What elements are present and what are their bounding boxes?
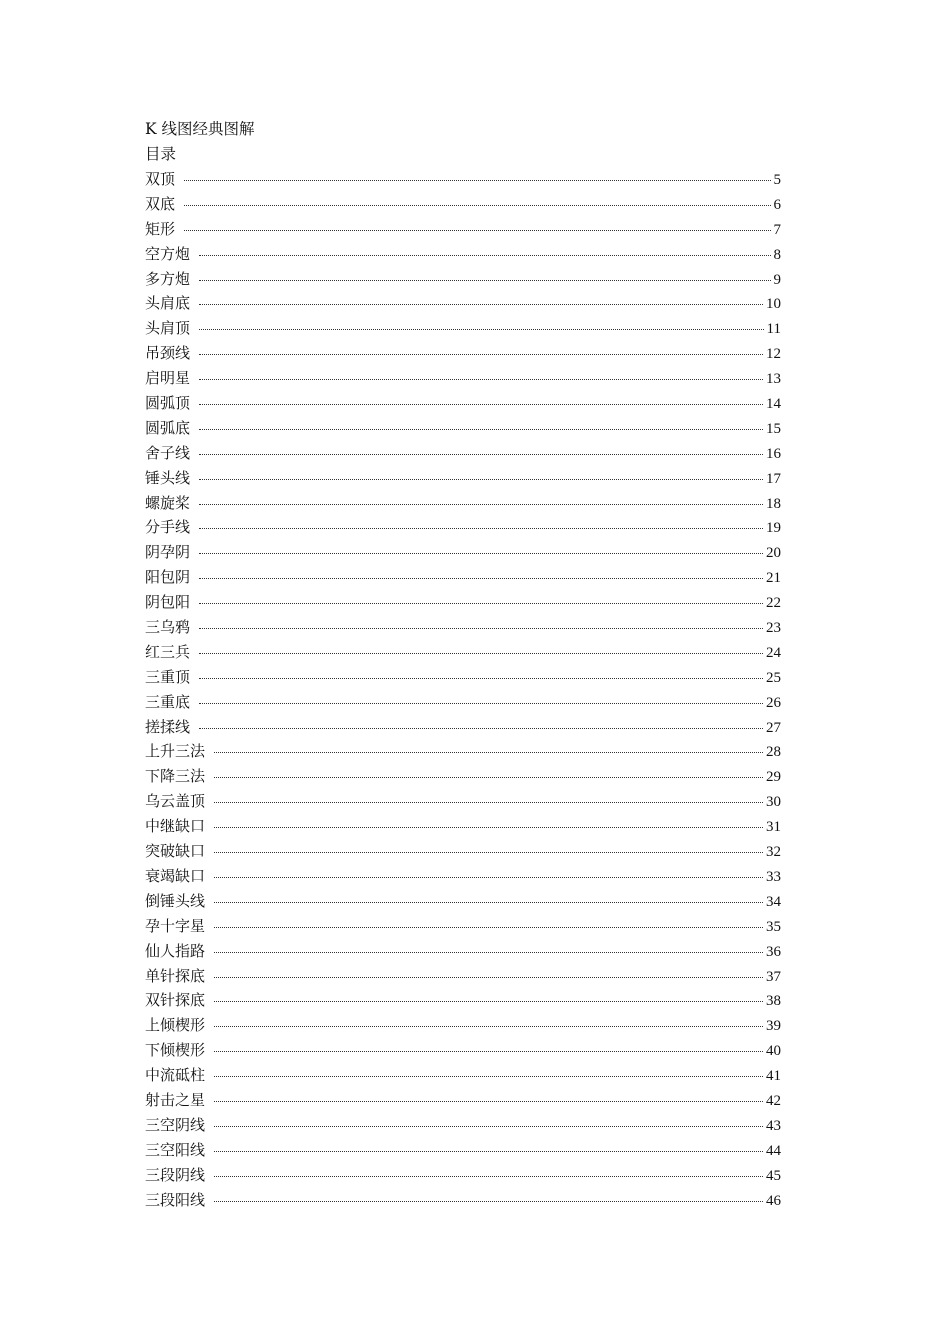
toc-dot-leader bbox=[199, 428, 763, 430]
toc-dot-leader bbox=[214, 1025, 763, 1027]
toc-page-number: 38 bbox=[766, 993, 781, 1010]
toc-entry-label: 双顶 bbox=[145, 170, 176, 188]
toc-entry[interactable] bbox=[145, 565, 781, 590]
toc-page-number: 18 bbox=[766, 495, 781, 512]
toc-dot-leader bbox=[199, 378, 763, 380]
toc-entry[interactable] bbox=[145, 391, 781, 416]
toc-page-number: 10 bbox=[766, 296, 781, 313]
toc-entry-label: 三空阴线 bbox=[145, 1115, 206, 1134]
toc-page-number: 36 bbox=[766, 943, 781, 960]
toc-entry[interactable] bbox=[145, 416, 781, 441]
toc-entry[interactable] bbox=[145, 739, 781, 764]
toc-dot-leader bbox=[199, 527, 763, 529]
toc-entry[interactable] bbox=[145, 789, 781, 814]
toc-entry[interactable] bbox=[145, 466, 781, 491]
toc-entry-label: 螺旋桨 bbox=[145, 493, 191, 512]
toc-dot-leader bbox=[199, 677, 763, 679]
toc-entry-label: 三重顶 bbox=[145, 667, 191, 686]
toc-dot-leader bbox=[214, 976, 763, 978]
toc-dot-leader bbox=[199, 577, 763, 579]
toc-entry[interactable] bbox=[145, 964, 781, 989]
toc-entry[interactable] bbox=[145, 1188, 781, 1213]
toc-entry-label: 三段阴线 bbox=[145, 1165, 206, 1184]
toc-entry-label: 搓揉线 bbox=[145, 717, 191, 736]
toc-page-number: 21 bbox=[766, 570, 781, 587]
toc-page-number: 30 bbox=[766, 794, 781, 811]
toc-page-number: 14 bbox=[766, 396, 781, 413]
toc-dot-leader bbox=[199, 552, 763, 554]
toc-entry-label: 启明星 bbox=[145, 369, 191, 388]
toc-page-number: 15 bbox=[766, 420, 781, 437]
toc-entry[interactable] bbox=[145, 1038, 781, 1063]
toc-page-number: 23 bbox=[766, 620, 781, 637]
toc-entry[interactable] bbox=[145, 515, 781, 540]
toc-entry-label: 双底 bbox=[145, 194, 176, 213]
toc-dot-leader bbox=[199, 279, 770, 281]
toc-page-number: 31 bbox=[766, 819, 781, 836]
toc-entry[interactable] bbox=[145, 341, 781, 366]
toc-dot-leader bbox=[214, 1000, 763, 1002]
toc-entry-label: 分手线 bbox=[145, 518, 191, 537]
toc-entry-label: 双针探底 bbox=[145, 991, 206, 1010]
toc-page-number: 25 bbox=[766, 669, 781, 686]
toc-dot-leader bbox=[184, 229, 770, 231]
toc-entry-label: 下倾楔形 bbox=[145, 1041, 206, 1060]
toc-dot-leader bbox=[214, 901, 763, 903]
toc-page-number: 27 bbox=[766, 719, 781, 736]
toc-entry-label: 吊颈线 bbox=[145, 344, 191, 363]
toc-page-number: 41 bbox=[766, 1068, 781, 1085]
toc-page-number: 35 bbox=[766, 918, 781, 935]
toc-entry[interactable] bbox=[145, 939, 781, 964]
toc-entry[interactable] bbox=[145, 291, 781, 316]
toc-dot-leader bbox=[214, 1100, 763, 1102]
toc-entry-label: 空方炮 bbox=[145, 244, 191, 263]
toc-dot-leader bbox=[199, 328, 764, 330]
toc-entry-label: 上倾楔形 bbox=[145, 1016, 206, 1035]
toc-page-number: 29 bbox=[766, 769, 781, 786]
toc-entry[interactable] bbox=[145, 988, 781, 1013]
toc-page-number: 8 bbox=[773, 246, 781, 263]
toc-dot-leader bbox=[199, 353, 763, 355]
toc-entry[interactable] bbox=[145, 1088, 781, 1113]
toc-entry[interactable] bbox=[145, 540, 781, 565]
toc-page-number: 20 bbox=[766, 545, 781, 562]
toc-entry-label: 单针探底 bbox=[145, 966, 206, 985]
toc-entry[interactable] bbox=[145, 615, 781, 640]
document-page bbox=[145, 117, 781, 1212]
toc-entry[interactable] bbox=[145, 889, 781, 914]
toc-entry[interactable] bbox=[145, 491, 781, 516]
toc-dot-leader bbox=[214, 1050, 763, 1052]
toc-entry[interactable] bbox=[145, 441, 781, 466]
toc-heading: 目录 bbox=[145, 145, 177, 163]
toc-entry[interactable] bbox=[145, 764, 781, 789]
toc-page-number: 5 bbox=[773, 172, 781, 188]
toc-entry-label: 仙人指路 bbox=[145, 941, 206, 960]
toc-dot-leader bbox=[199, 478, 763, 480]
toc-page-number: 39 bbox=[766, 1018, 781, 1035]
toc-entry-label: 三段阳线 bbox=[145, 1190, 206, 1209]
toc-entry[interactable] bbox=[145, 242, 781, 267]
toc-entry-label: 阴包阳 bbox=[145, 593, 191, 612]
toc-entry-label: 孕十字星 bbox=[145, 916, 206, 935]
toc-dot-leader bbox=[184, 179, 770, 181]
toc-entry[interactable] bbox=[145, 316, 781, 341]
document-title: K 线图经典图解 bbox=[145, 120, 255, 138]
toc-entry[interactable] bbox=[145, 217, 781, 242]
toc-entry-label: 射击之星 bbox=[145, 1090, 206, 1109]
toc-entry[interactable] bbox=[145, 1163, 781, 1188]
toc-page-number: 34 bbox=[766, 893, 781, 910]
toc-entry[interactable] bbox=[145, 839, 781, 864]
toc-page-number: 44 bbox=[766, 1142, 781, 1159]
toc-dot-leader bbox=[214, 876, 763, 878]
toc-dot-leader bbox=[214, 1075, 763, 1077]
toc-page-number: 24 bbox=[766, 644, 781, 661]
toc-page-number: 32 bbox=[766, 844, 781, 861]
toc-dot-leader bbox=[199, 303, 763, 305]
toc-entry-label: 上升三法 bbox=[145, 742, 206, 761]
toc-entry-label: 乌云盖顶 bbox=[145, 792, 206, 811]
toc-dot-leader bbox=[199, 254, 770, 256]
toc-dot-leader bbox=[214, 826, 763, 828]
toc-page-number: 46 bbox=[766, 1192, 781, 1209]
toc-entry[interactable] bbox=[145, 665, 781, 690]
toc-entry-label: 阴孕阴 bbox=[145, 543, 191, 562]
toc-dot-leader bbox=[199, 403, 763, 405]
toc-dot-leader bbox=[184, 204, 770, 206]
toc-page-number: 7 bbox=[773, 221, 781, 238]
toc-entry[interactable] bbox=[145, 715, 781, 740]
toc-entry[interactable] bbox=[145, 690, 781, 715]
toc-dot-leader bbox=[199, 453, 763, 455]
toc-entry[interactable] bbox=[145, 864, 781, 889]
toc-page-number: 45 bbox=[766, 1167, 781, 1184]
toc-entry[interactable] bbox=[145, 167, 781, 192]
toc-entry[interactable] bbox=[145, 1013, 781, 1038]
toc-page-number: 6 bbox=[773, 196, 781, 213]
toc-page-number: 28 bbox=[766, 744, 781, 761]
toc-entry-label: 中继缺口 bbox=[145, 817, 206, 836]
toc-dot-leader bbox=[199, 627, 763, 629]
toc-page-number: 19 bbox=[766, 520, 781, 537]
toc-entry-label: 突破缺口 bbox=[145, 842, 206, 861]
toc-entry-label: 三重底 bbox=[145, 692, 191, 711]
toc-entry-label: 多方炮 bbox=[145, 269, 191, 288]
toc-entry-label: 衰竭缺口 bbox=[145, 866, 206, 885]
toc-entry[interactable] bbox=[145, 1138, 781, 1163]
toc-page-number: 16 bbox=[766, 445, 781, 462]
toc-dot-leader bbox=[214, 926, 763, 928]
table-of-contents bbox=[145, 167, 781, 1212]
toc-entry-label: 圆弧顶 bbox=[145, 394, 191, 413]
toc-entry[interactable] bbox=[145, 914, 781, 939]
toc-entry[interactable] bbox=[145, 1063, 781, 1088]
toc-entry-label: 头肩底 bbox=[145, 294, 191, 313]
toc-dot-leader bbox=[214, 1150, 763, 1152]
toc-page-number: 12 bbox=[766, 346, 781, 363]
toc-entry-label: 舍子线 bbox=[145, 443, 191, 462]
toc-dot-leader bbox=[199, 727, 763, 729]
toc-entry-label: 头肩顶 bbox=[145, 319, 191, 338]
toc-dot-leader bbox=[214, 801, 763, 803]
toc-entry[interactable] bbox=[145, 366, 781, 391]
toc-entry[interactable] bbox=[145, 640, 781, 665]
toc-dot-leader bbox=[214, 951, 763, 953]
toc-dot-leader bbox=[214, 751, 763, 753]
toc-page-number: 26 bbox=[766, 694, 781, 711]
toc-entry-label: 三空阳线 bbox=[145, 1140, 206, 1159]
toc-dot-leader bbox=[199, 602, 763, 604]
toc-dot-leader bbox=[199, 652, 763, 654]
toc-dot-leader bbox=[214, 776, 763, 778]
toc-entry[interactable] bbox=[145, 267, 781, 292]
toc-dot-leader bbox=[214, 851, 763, 853]
toc-page-number: 9 bbox=[773, 271, 781, 288]
toc-entry[interactable] bbox=[145, 814, 781, 839]
toc-page-number: 22 bbox=[766, 595, 781, 612]
toc-page-number: 37 bbox=[766, 968, 781, 985]
toc-page-number: 33 bbox=[766, 868, 781, 885]
toc-page-number: 17 bbox=[766, 470, 781, 487]
toc-entry-label: 阳包阴 bbox=[145, 568, 191, 587]
toc-entry-label: 三乌鸦 bbox=[145, 618, 191, 637]
toc-entry[interactable] bbox=[145, 192, 781, 217]
toc-entry-label: 锤头线 bbox=[145, 468, 191, 487]
toc-entry[interactable] bbox=[145, 590, 781, 615]
toc-dot-leader bbox=[199, 503, 763, 505]
toc-entry[interactable] bbox=[145, 1113, 781, 1138]
toc-page-number: 13 bbox=[766, 371, 781, 388]
toc-dot-leader bbox=[214, 1175, 763, 1177]
toc-entry-label: 倒锤头线 bbox=[145, 891, 206, 910]
toc-page-number: 42 bbox=[766, 1092, 781, 1109]
toc-entry-label: 矩形 bbox=[145, 219, 176, 238]
toc-page-number: 43 bbox=[766, 1117, 781, 1134]
toc-page-number: 11 bbox=[766, 321, 781, 338]
toc-entry-label: 红三兵 bbox=[145, 642, 191, 661]
toc-entry-label: 圆弧底 bbox=[145, 418, 191, 437]
toc-dot-leader bbox=[199, 702, 763, 704]
toc-page-number: 40 bbox=[766, 1043, 781, 1060]
toc-dot-leader bbox=[214, 1125, 763, 1127]
toc-entry-label: 中流砥柱 bbox=[145, 1066, 206, 1085]
toc-dot-leader bbox=[214, 1200, 763, 1202]
toc-entry-label: 下降三法 bbox=[145, 767, 206, 786]
